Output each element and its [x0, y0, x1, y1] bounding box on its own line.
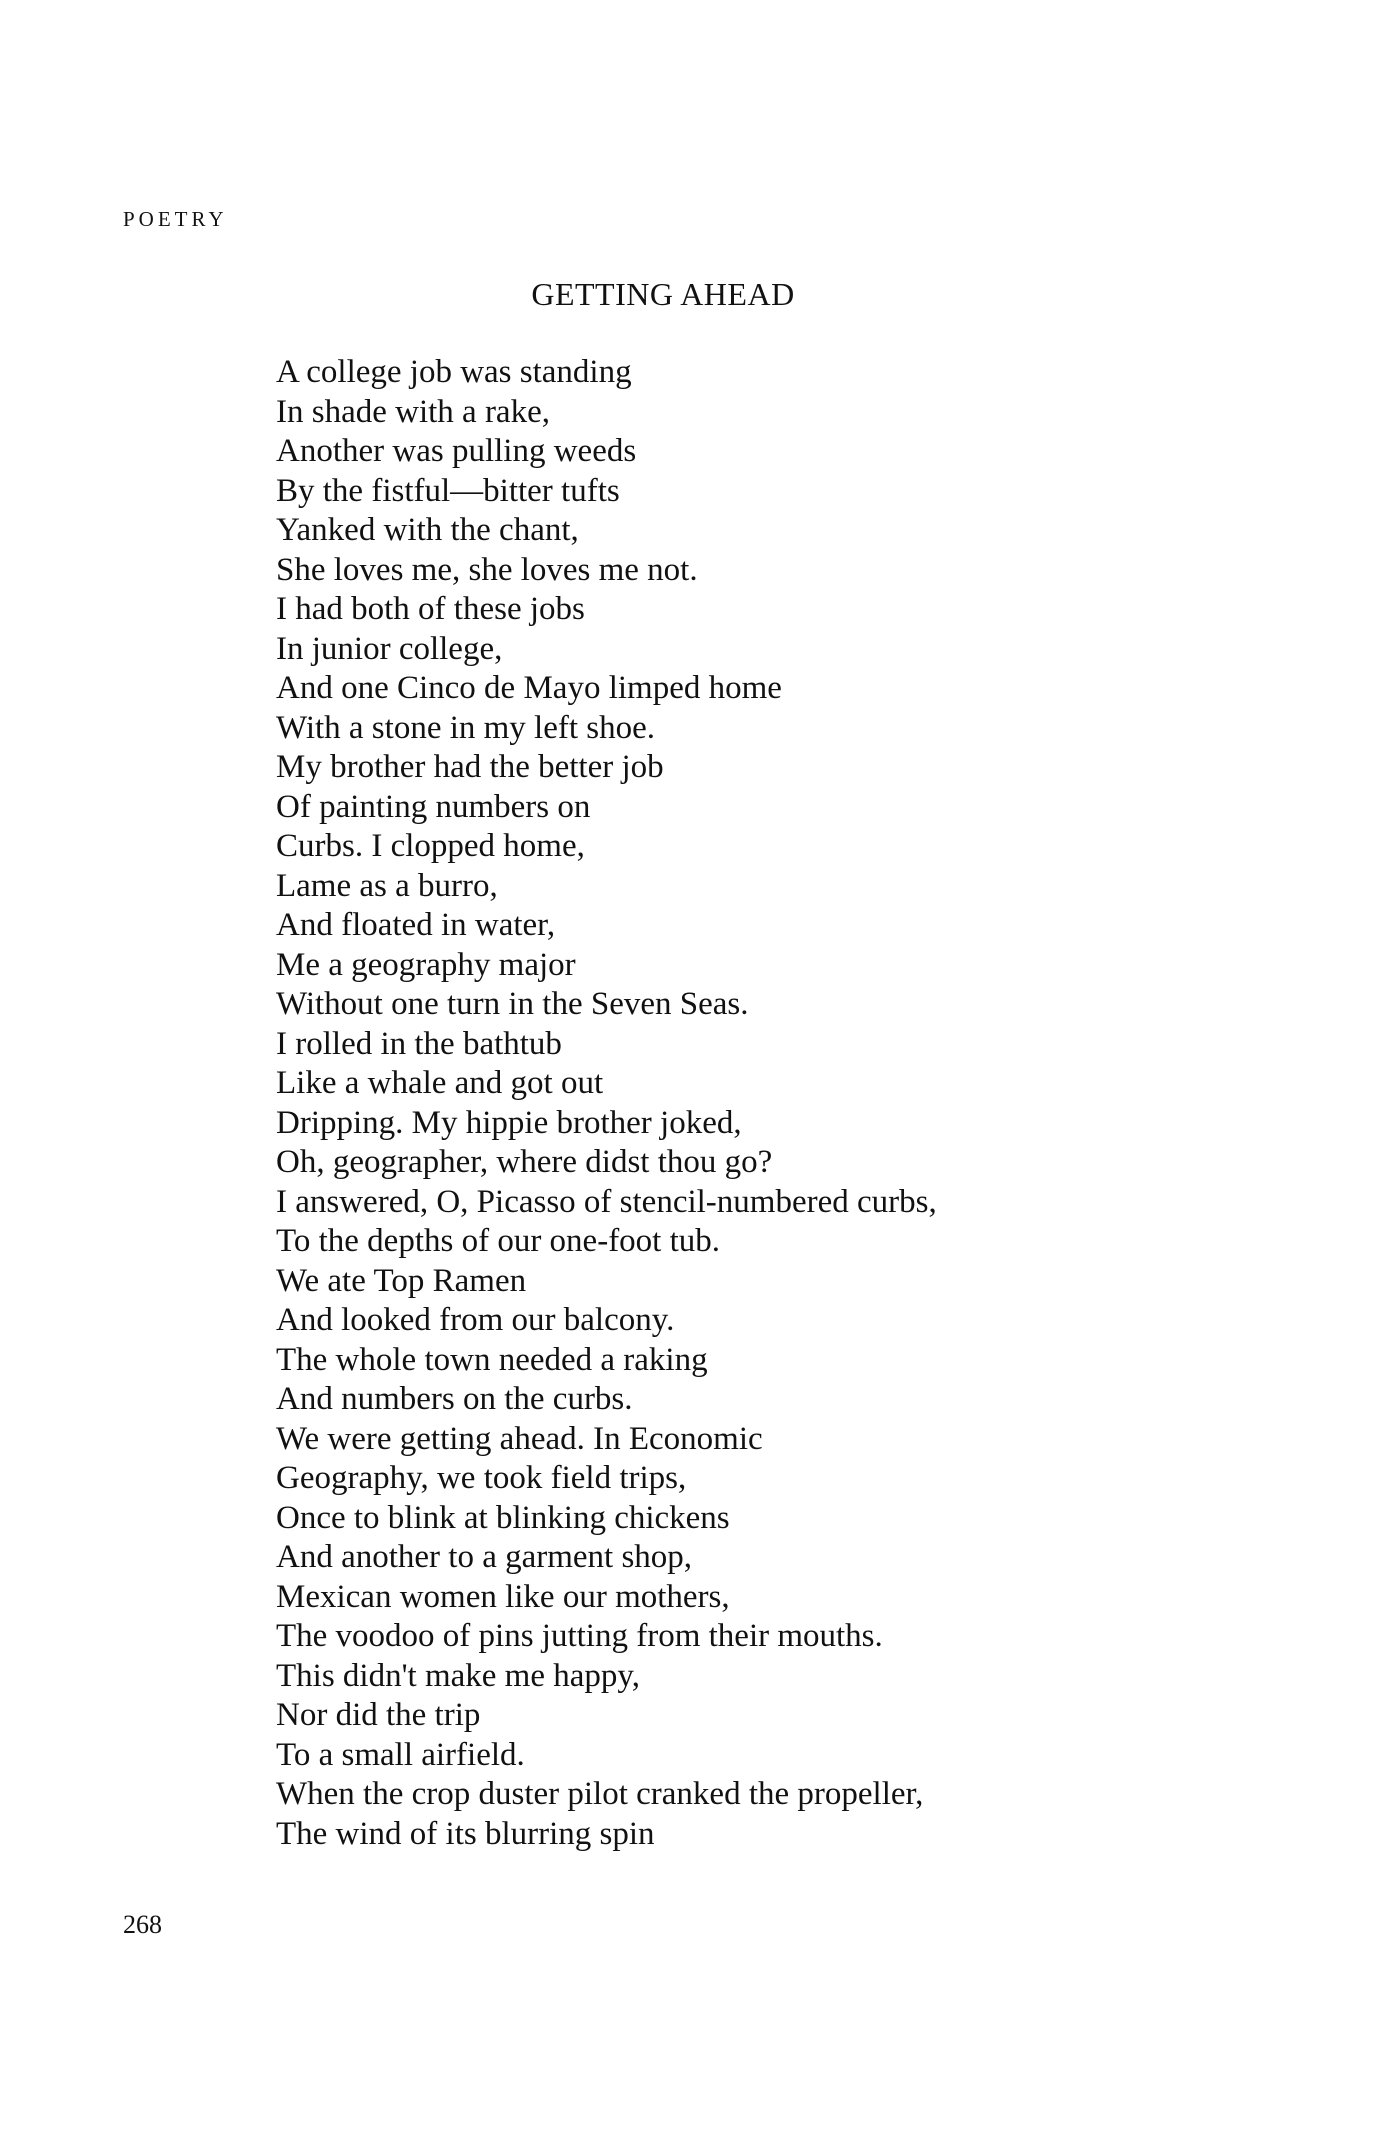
poem-line: In junior college, [276, 630, 503, 667]
poem-line: The whole town needed a raking [276, 1341, 708, 1378]
poem-line: I rolled in the bathtub [276, 1025, 562, 1062]
poem-line: And another to a garment shop, [276, 1539, 693, 1575]
poem-line: To a small airfield. [276, 1736, 525, 1773]
poem-line: Nor did the trip [276, 1697, 481, 1733]
poem-line: Me a geography major [276, 946, 576, 983]
poem-line: We were getting ahead. In Economic [276, 1420, 763, 1457]
poem-line: And numbers on the curbs. [276, 1381, 633, 1417]
poem-line: This didn't make me happy, [276, 1657, 640, 1694]
poem-line: The wind of its blurring spin [276, 1815, 655, 1852]
poem-line: With a stone in my left shoe. [276, 709, 656, 746]
poem-line: Yanked with the chant, [276, 512, 579, 548]
poem-line: We ate Top Ramen [276, 1262, 527, 1299]
poem-line: To the depths of our one-foot tub. [276, 1223, 721, 1259]
poem-line: Without one turn in the Seven Seas. [276, 986, 749, 1022]
poem-line: Another was pulling weeds [276, 433, 637, 469]
poem-line: Curbs. I clopped home, [276, 828, 585, 864]
poem-line: Mexican women like our mothers, [276, 1578, 730, 1615]
poem-line: My brother had the better job [276, 749, 664, 785]
poem-line: Geography, we took field trips, [276, 1460, 687, 1496]
page-number: 268 [123, 1910, 162, 1939]
poem-line: Lame as a burro, [276, 867, 498, 904]
poem-line: By the fistful—bitter tufts [276, 472, 620, 509]
poem-title: GETTING AHEAD [531, 276, 795, 312]
poem-line: A college job was standing [276, 354, 632, 390]
poem-line: She loves me, she loves me not. [276, 551, 698, 588]
poem-line: I had both of these jobs [276, 591, 585, 627]
poem-line: And one Cinco de Mayo limped home [276, 670, 782, 706]
poem-line: Dripping. My hippie brother joked, [276, 1104, 742, 1141]
poem-line: In shade with a rake, [276, 393, 550, 430]
poem-line: And floated in water, [276, 907, 556, 943]
poem-line: I answered, O, Picasso of stencil-numbered curbs, [276, 1183, 937, 1220]
poem-line: Like a whale and got out [276, 1065, 604, 1101]
poem-line: Oh, geographer, where didst thou go? [276, 1144, 773, 1180]
poem-line: The voodoo of pins jutting from their mouths. [276, 1618, 883, 1654]
section-header: POETRY [123, 207, 228, 231]
poem-body [276, 353, 937, 1854]
poem-line: Of painting numbers on [276, 788, 591, 825]
poem-line: When the crop duster pilot cranked the propeller, [276, 1776, 924, 1812]
poem-line: And looked from our balcony. [276, 1302, 675, 1338]
poem-line: Once to blink at blinking chickens [276, 1499, 730, 1536]
